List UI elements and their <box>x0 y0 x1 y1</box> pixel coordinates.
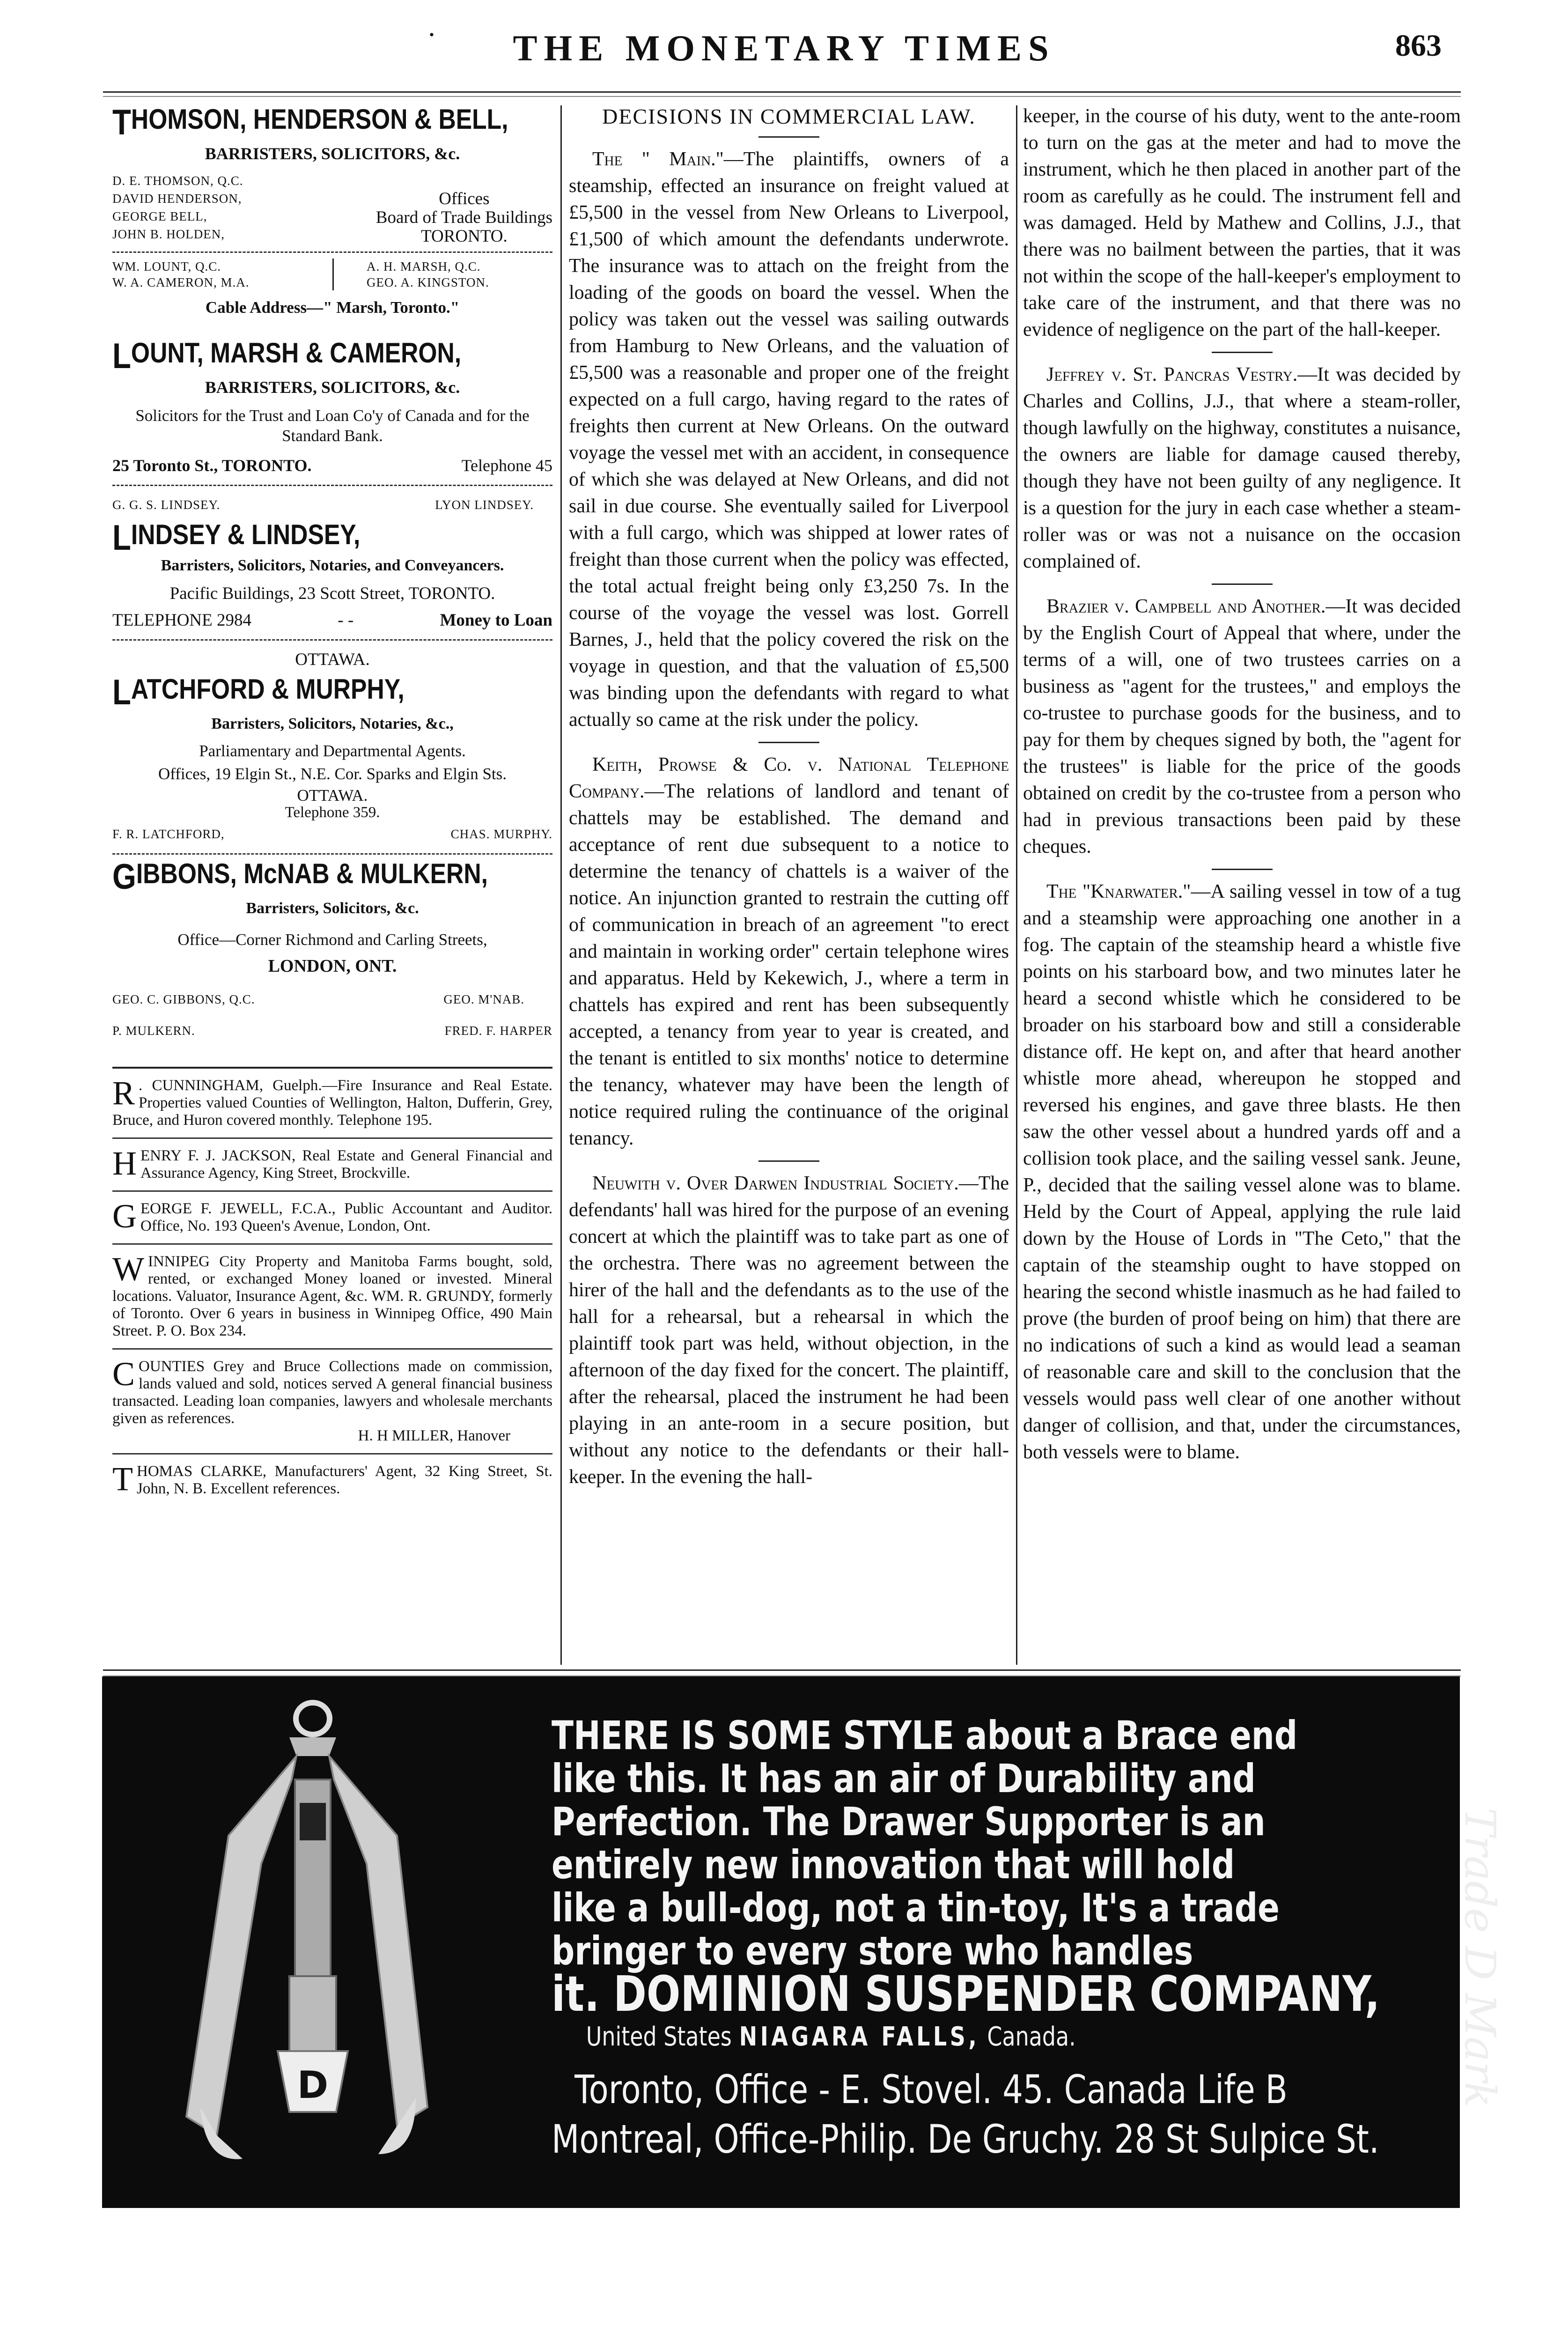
case-separator <box>758 742 819 743</box>
partner-name: GEO. C. GIBBONS, Q.C. <box>112 992 255 1006</box>
firm-card-thomson <box>112 103 552 246</box>
ad-separator <box>112 1190 552 1192</box>
brace-illustration <box>172 1695 434 2187</box>
partner-name: WM. LOUNT, Q.C. <box>112 259 221 273</box>
title-separator <box>758 136 819 138</box>
header-dot: · <box>427 19 436 50</box>
money-to-loan: Money to Loan <box>440 611 552 630</box>
offices-city: TORONTO. <box>421 227 508 246</box>
left-column <box>112 103 552 1498</box>
partner-name: GEO. M'NAB. <box>443 992 524 1006</box>
partner-name: G. G. S. LINDSEY. <box>112 498 221 512</box>
case-paragraph: Keith, Prowse & Co. v. National Telephone Company.—The relations of landlord and tenant of chattels may be established. The demand and acceptance of rent due subsequent to a notice to determine the tenancy of chattels is a waiver of the notice. An injunction granted to restrain the cutting off of communication in breach of an agreement "to erect and maintain in working order" certain telephone wires and apparatus. Held by Kekewich, J., where a term in chattels has expired and rent has been subsequently accepted, a tenancy from year to year is created, and the tenant is entitled to six months' notice to determine the tenancy, whatever may have been the length of notice required ruling the continuance of the original tenancy. <box>569 754 1009 1149</box>
classified-ad: R . CUNNINGHAM, Guelph.—Fire Insurance and Real Estate. Properties valued Counties of Wellington, Halton, Dufferin, Grey, Bruce, and Huron covered monthly. Telephone 195. <box>112 1074 552 1129</box>
firm-city: LONDON, ONT. <box>268 956 397 976</box>
firm-phone: Telephone 45 <box>461 456 552 475</box>
advert-toronto-office: Toronto, Office - E. Stovel. 45. Canada Life B <box>574 2067 1288 2112</box>
partner-name: CHAS. MURPHY. <box>450 827 552 841</box>
advert-line: bringer to every store who handles <box>552 1928 1193 1974</box>
firm-agents: Parliamentary and Departmental Agents. <box>199 742 466 760</box>
section-title: DECISIONS IN COMMERCIAL LAW. <box>602 104 976 128</box>
partner-name: F. R. LATCHFORD, <box>112 827 225 841</box>
case-paragraph: keeper, in the course of his duty, went to the ante-room to turn on the gas at the meter and had to move the instrument, which he then placed in another part of the room as carefully as he could. The instrument fell and was damaged. Held by Mathew and Collins, J.J., that there was no bailment between the parties, that it was not within the scope of the hall-keeper's employment to take care of the instrument, and that there was no evidence of negligence on the part of the hall-keeper. <box>1023 105 1461 340</box>
ad-separator <box>112 1243 552 1245</box>
case-paragraph: The "Knarwater."—A sailing vessel in tow of a tug and a steamship were approaching one another in a fog. The captain of the steamship heard a whistle five points on his starboard bow, and two minutes later he heard a second whistle which he considered to be broader on his starboard bow and still a considerable distance off. He kept on, and after that heard another whistle more ahead, whereupon he stopped and reversed his engines, and gave three blasts. He then saw the other vessel about a hundred yards off and a collision took place, and the sailing vessel sank. Jeune, P., decided that the sailing vessel alone was to blame. Held by the Court of Appeal, applying the rule laid down by the House of Lords in "The Ceto," that the captain of the steamship ought to have stopped on hearing the second whistle inasmuch as he had failed to prove (the burden of proof being on him) that there are no indications of such a kind as would lead a seaman of reasonable care and skill to the conclusion that the vessels would pass well clear of one another without danger of collision, and that, under the circumstances, both vessels were to blame. <box>1023 881 1461 1463</box>
suspender-advertisement <box>102 1676 1504 2208</box>
trademark-signature: Trade D Mark <box>1455 1807 1504 2108</box>
ad-signature: H. H MILLER, Hanover <box>358 1427 510 1444</box>
firm-card-latchford <box>112 646 552 848</box>
firm-subtitle: Barristers, Solicitors, &c. <box>246 900 419 917</box>
card-separator <box>112 485 552 486</box>
ad-separator <box>112 1348 552 1350</box>
footer-rule <box>103 1669 1461 1671</box>
firm-name: LINDSEY & LINDSEY, <box>112 518 361 558</box>
advert-montreal-office: Montreal, Office-Philip. De Gruchy. 28 St Sulpice St. <box>552 2116 1379 2162</box>
firm-description: Solicitors for the Trust and Loan Co'y of Canada and for the Standard Bank. <box>135 406 530 445</box>
firm-offices: Offices, 19 Elgin St., N.E. Cor. Sparks and Elgin Sts. <box>158 765 507 783</box>
partner-name: P. MULKERN. <box>112 1024 195 1038</box>
firm-name: LATCHFORD & MURPHY, <box>112 672 405 712</box>
firm-subtitle: BARRISTERS, SOLICITORS, &c. <box>205 144 460 163</box>
advert-line: like this. It has an air of Durability and <box>552 1756 1256 1801</box>
advert-copy <box>552 1713 1380 2162</box>
middle-column <box>569 103 1009 1491</box>
header-rule-thin <box>103 96 1461 97</box>
card-separator <box>112 853 552 855</box>
advert-line: THERE IS SOME STYLE about a Brace end <box>552 1713 1298 1758</box>
firm-city: OTTAWA. <box>295 650 370 669</box>
column-rule-left <box>560 105 562 1665</box>
firm-address: Pacific Buildings, 23 Scott Street, TORONTO. <box>169 584 495 603</box>
partner-name: D. E. THOMSON, Q.C. <box>112 174 243 188</box>
partner-name: GEO. A. KINGSTON. <box>367 275 489 289</box>
partner-name: W. A. CAMERON, M.A. <box>112 275 250 289</box>
case-paragraph: Brazier v. Campbell and Another.—It was decided by the English Court of Appeal that where, under the terms of a will, one of two trustees carries on a business as "agent for the trustees," and employs the co-trustee to purchase goods for the business, and to pay for them by cheques signed by both, the "agent for the trustees" is liable for the price of the goods obtained on credit by the co-trustee from a person who had in previous transactions been paid by these cheques. <box>1023 596 1461 857</box>
case-separator <box>1212 352 1273 353</box>
card-separator <box>112 639 552 641</box>
classified-ad: GEORGE F. JEWELL, F.C.A., Public Accountant and Auditor. Office, No. 193 Queen's Avenue, London, Ont. <box>112 1197 552 1235</box>
firm-card-gibbons <box>112 857 552 1044</box>
advert-line: entirely new innovation that will hold <box>552 1842 1235 1888</box>
partner-name: GEORGE BELL, <box>112 209 207 223</box>
firm-city: OTTAWA. <box>297 786 368 805</box>
firm-subtitle: Barristers, Solicitors, Notaries, &c., <box>211 715 454 732</box>
dash-separator: - - <box>338 611 354 630</box>
firm-phone: TELEPHONE 2984 <box>112 611 251 630</box>
partner-name: JOHN B. HOLDEN, <box>112 227 225 241</box>
offices-building: Board of Trade Buildings <box>375 208 552 227</box>
case-separator <box>758 1160 819 1162</box>
ad-separator <box>112 1453 552 1454</box>
page-number: 863 <box>1395 29 1442 63</box>
classified-ad: THOMAS CLARKE, Manufacturers' Agent, 32 King Street, St. John, N. B. Excellent references. <box>112 1460 552 1498</box>
ad-separator <box>112 1137 552 1139</box>
firm-card-lindsey <box>112 492 552 634</box>
ads-separator <box>112 1067 552 1069</box>
case-separator <box>1212 583 1273 585</box>
firm-card-lount <box>112 258 552 479</box>
card-separator <box>112 251 552 253</box>
firm-subtitle: Barristers, Solicitors, Notaries, and Conveyancers. <box>161 557 504 574</box>
header-rule <box>103 91 1461 93</box>
advert-line: like a bull-dog, not a tin-toy, It's a trade <box>552 1885 1280 1931</box>
offices-label: Offices <box>439 189 490 208</box>
partner-name: DAVID HENDERSON, <box>112 192 242 206</box>
page-title: THE MONETARY TIMES <box>513 28 1055 68</box>
firm-subtitle: BARRISTERS, SOLICITORS, &c. <box>205 378 460 397</box>
case-separator <box>1212 869 1273 870</box>
case-paragraph: Neuwith v. Over Darwen Industrial Society.—The defendants' hall was hired for the purpose of an evening concert at which the plaintiff was to take part as one of the orchestra. There was no agreement between the hirer of the hall and the defendants as to the use of the hall for a rehearsal, but a rehearsal in which the plaintiff took part was held, without objection, in the afternoon of the day fixed for the concert. The plaintiff, after the rehearsal, placed the instrument he had been playing in an ante-room in a secure position, but without any notice to the defendants or their hall-keeper. In the evening the hall- <box>569 1173 1009 1488</box>
classified-ad: WINNIPEG City Property and Manitoba Farms bought, sold, rented, or exchanged Money loaned or invested. Mineral locations. Valuator, Insurance Agent, &c. WM. R. GRUNDY, formerly of Toronto. Over 6 years in business in Winnipeg Office, 490 Main Street. P. O. Box 234. <box>112 1250 552 1339</box>
partner-name: FRED. F. HARPER <box>444 1024 552 1038</box>
partner-name: A. H. MARSH, Q.C. <box>367 259 481 273</box>
right-column <box>1023 103 1461 1466</box>
buckle-letter: D <box>297 2063 329 2107</box>
firm-name: LOUNT, MARSH & CAMERON, <box>112 336 462 376</box>
firm-name: THOMSON, HENDERSON & BELL, <box>112 103 508 142</box>
case-paragraph: Jeffrey v. St. Pancras Vestry.—It was decided by Charles and Collins, J.J., that where a steam-roller, though lawfully on the highway, constitutes a nuisance, the owners are liable for damage caused thereby, though they have not been guilty of any negligence. It is a question for the jury in each case whether a steam-roller was or was not a nuisance on the occasion complained of. <box>1023 364 1461 572</box>
firm-office: Office—Corner Richmond and Carling Streets, <box>177 930 487 949</box>
firm-address: 25 Toronto St., TORONTO. <box>112 456 312 475</box>
advert-line: Perfection. The Drawer Supporter is an <box>552 1799 1266 1845</box>
classified-ad: HENRY F. J. JACKSON, Real Estate and General Financial and Assurance Agency, King Street, Brockville. <box>112 1144 552 1182</box>
firm-phone: Telephone 359. <box>285 804 380 821</box>
case-paragraph: The " Main."—The plaintiffs, owners of a steamship, effected an insurance on freight valued at £5,500 in the vessel from New Orleans to Liverpool, £1,500 of which amount the defendants underwrote. The insurance was to attach on the freight from the loading of the goods on board the vessel. When the policy was taken out the vessel was sailing outwards from Hamburg to New Orleans, and the valuation of £5,500 was a reasonable and proper one of the freight expected on a full cargo, having regard to the rates of freights then current at New Orleans. On the outward voyage the vessel met with an accident, in consequence of which she was delayed at New Orleans, and did not sail in due course. She eventually sailed for Liverpool with a full cargo, which was shipped at lower rates of freight than those current when the policy was effected, the total actual freight being only £3,250 7s. In the course of the voyage the vessel was lost. Gorrell Barnes, J., held that the policy covered the risk on the voyage in question, and that the valuation of £5,500 was binding upon the defendants with regard to what actually so came at the risk under the policy. <box>569 148 1009 731</box>
advert-company: it. DOMINION SUSPENDER COMPANY, <box>552 1965 1380 2023</box>
advert-location: United States NIAGARA FALLS, Canada. <box>586 2022 1076 2052</box>
firm-name: GIBBONS, McNAB & MULKERN, <box>112 857 488 897</box>
column-rule-right <box>1016 105 1017 1665</box>
cable-address: Cable Address—" Marsh, Toronto." <box>205 298 460 317</box>
classified-ad: COUNTIES Grey and Bruce Collections made on commission, lands valued and sold, notices served A general financial business transacted. Leading loan companies, lawyers and wholesale merchants given as references. H. H MILLER, Hanover <box>112 1355 552 1444</box>
partner-name: LYON LINDSEY. <box>435 498 534 512</box>
